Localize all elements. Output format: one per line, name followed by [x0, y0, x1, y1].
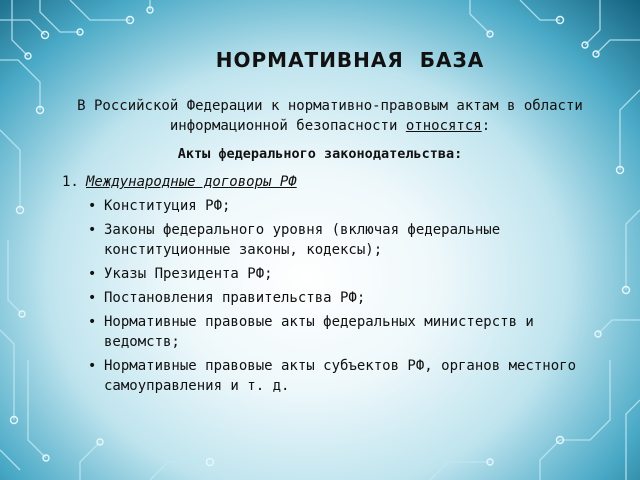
- title-part-2: БАЗА: [419, 48, 485, 72]
- numbered-item-number: 1.: [62, 174, 79, 190]
- numbered-item-label: Международные договоры РФ: [86, 174, 297, 190]
- bullet-item: • Законы федерального уровня (включая федеральные конституционные законы, кодексы);: [86, 220, 596, 260]
- intro-underlined-word: относятся: [405, 118, 482, 134]
- bullet-item: • Нормативные правовые акты федеральных министерств и ведомств;: [86, 312, 596, 352]
- intro-text: В Российской Федерации к нормативно-правовым актам в области информационной безопасности: [77, 98, 583, 134]
- bullet-item: • Нормативные правовые акты субъектов РФ, органов местного самоуправления и т. д.: [86, 356, 596, 396]
- subheading: Акты федерального законодательства:: [177, 146, 463, 162]
- intro-colon: :: [481, 118, 491, 134]
- bullet-item: • Постановления правительства РФ;: [86, 288, 596, 308]
- bullet-list: [86, 196, 596, 400]
- bullet-item: • Конституция РФ;: [86, 196, 596, 216]
- numbered-item: [62, 172, 592, 192]
- bullet-item: • Указы Президента РФ;: [86, 264, 596, 284]
- title-part-1: НОРМАТИВНАЯ: [215, 48, 404, 72]
- intro-paragraph: [60, 96, 600, 136]
- slide-title: [0, 48, 640, 72]
